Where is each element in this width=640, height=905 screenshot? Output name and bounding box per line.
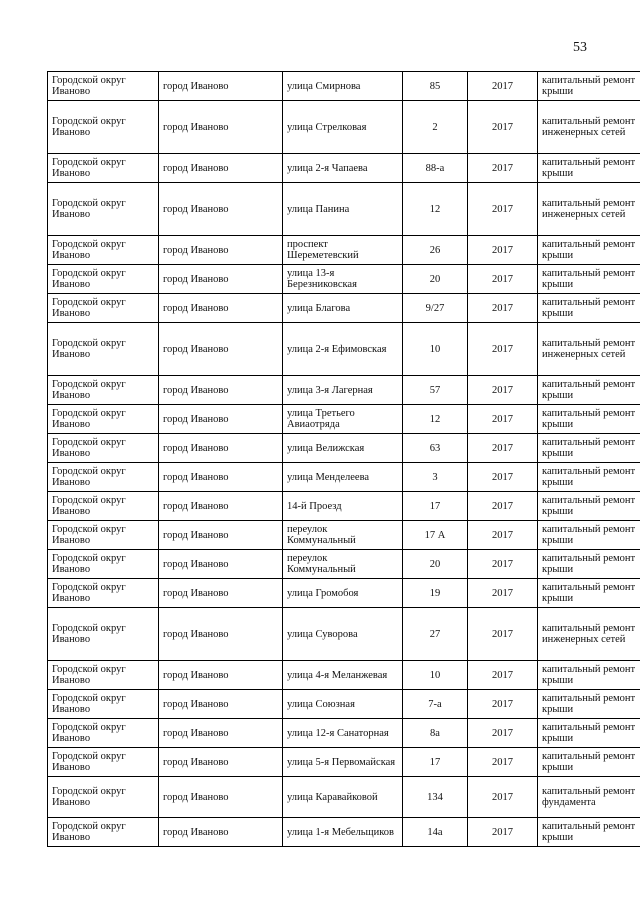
street-cell: улица Смирнова [283, 72, 403, 101]
okrug-cell: Городской округ Иваново [48, 579, 159, 608]
street-cell: улица Третьего Авиаотряда [283, 405, 403, 434]
okrug-cell: Городской округ Иваново [48, 661, 159, 690]
house-cell: 88-а [403, 154, 468, 183]
house-cell: 7-а [403, 690, 468, 719]
work-type-cell: капитальный ремонт крыши [538, 376, 640, 405]
year-cell: 2017 [468, 376, 538, 405]
okrug-cell: Городской округ Иваново [48, 777, 159, 818]
table-row [48, 579, 640, 608]
work-type-cell: капитальный ремонт фундамента [538, 777, 640, 818]
table-row [48, 690, 640, 719]
house-cell: 134 [403, 777, 468, 818]
city-cell: город Иваново [159, 72, 283, 101]
street-cell: переулок Коммунальный [283, 550, 403, 579]
house-cell: 14а [403, 818, 468, 847]
house-cell: 57 [403, 376, 468, 405]
table-row [48, 183, 640, 236]
table-row [48, 265, 640, 294]
house-cell: 20 [403, 265, 468, 294]
street-cell: улица Громобоя [283, 579, 403, 608]
work-type-cell: капитальный ремонт крыши [538, 748, 640, 777]
work-type-cell: капитальный ремонт крыши [538, 294, 640, 323]
city-cell: город Иваново [159, 376, 283, 405]
year-cell: 2017 [468, 236, 538, 265]
work-type-cell: капитальный ремонт крыши [538, 521, 640, 550]
table-row [48, 661, 640, 690]
house-cell: 17 [403, 492, 468, 521]
house-cell: 12 [403, 183, 468, 236]
street-cell: улица Каравайковой [283, 777, 403, 818]
table-row [48, 434, 640, 463]
house-cell: 63 [403, 434, 468, 463]
year-cell: 2017 [468, 405, 538, 434]
house-cell: 9/27 [403, 294, 468, 323]
year-cell: 2017 [468, 579, 538, 608]
work-type-cell: капитальный ремонт крыши [538, 72, 640, 101]
year-cell: 2017 [468, 294, 538, 323]
city-cell: город Иваново [159, 183, 283, 236]
year-cell: 2017 [468, 154, 538, 183]
work-type-cell: капитальный ремонт крыши [538, 154, 640, 183]
okrug-cell: Городской округ Иваново [48, 748, 159, 777]
street-cell: улица 5-я Первомайская [283, 748, 403, 777]
okrug-cell: Городской округ Иваново [48, 236, 159, 265]
city-cell: город Иваново [159, 294, 283, 323]
table-row [48, 550, 640, 579]
table-row [48, 492, 640, 521]
table-row [48, 294, 640, 323]
table-row [48, 376, 640, 405]
city-cell: город Иваново [159, 818, 283, 847]
okrug-cell: Городской округ Иваново [48, 376, 159, 405]
year-cell: 2017 [468, 608, 538, 661]
city-cell: город Иваново [159, 434, 283, 463]
street-cell: улица Благова [283, 294, 403, 323]
table-row [48, 463, 640, 492]
work-type-cell: капитальный ремонт инженерных сетей [538, 608, 640, 661]
table-row [48, 154, 640, 183]
city-cell: город Иваново [159, 521, 283, 550]
city-cell: город Иваново [159, 550, 283, 579]
okrug-cell: Городской округ Иваново [48, 690, 159, 719]
house-cell: 2 [403, 101, 468, 154]
year-cell: 2017 [468, 550, 538, 579]
okrug-cell: Городской округ Иваново [48, 608, 159, 661]
okrug-cell: Городской округ Иваново [48, 405, 159, 434]
year-cell: 2017 [468, 719, 538, 748]
year-cell: 2017 [468, 690, 538, 719]
year-cell: 2017 [468, 492, 538, 521]
table-row [48, 405, 640, 434]
table-row [48, 719, 640, 748]
okrug-cell: Городской округ Иваново [48, 719, 159, 748]
year-cell: 2017 [468, 72, 538, 101]
street-cell: улица 1-я Мебельщиков [283, 818, 403, 847]
table-row [48, 748, 640, 777]
city-cell: город Иваново [159, 154, 283, 183]
work-type-cell: капитальный ремонт крыши [538, 719, 640, 748]
house-cell: 27 [403, 608, 468, 661]
okrug-cell: Городской округ Иваново [48, 101, 159, 154]
work-type-cell: капитальный ремонт крыши [538, 550, 640, 579]
work-type-cell: капитальный ремонт крыши [538, 492, 640, 521]
table-row [48, 72, 640, 101]
city-cell: город Иваново [159, 748, 283, 777]
okrug-cell: Городской округ Иваново [48, 463, 159, 492]
street-cell: улица Велижская [283, 434, 403, 463]
house-cell: 8а [403, 719, 468, 748]
street-cell: улица 13-я Березниковская [283, 265, 403, 294]
year-cell: 2017 [468, 777, 538, 818]
street-cell: улица Менделеева [283, 463, 403, 492]
year-cell: 2017 [468, 323, 538, 376]
table-body [48, 72, 640, 847]
street-cell: улица 12-я Санаторная [283, 719, 403, 748]
house-cell: 26 [403, 236, 468, 265]
table-row [48, 818, 640, 847]
okrug-cell: Городской округ Иваново [48, 183, 159, 236]
street-cell: 14-й Проезд [283, 492, 403, 521]
page-number: 53 [573, 40, 587, 55]
work-type-cell: капитальный ремонт инженерных сетей [538, 101, 640, 154]
year-cell: 2017 [468, 463, 538, 492]
okrug-cell: Городской округ Иваново [48, 818, 159, 847]
okrug-cell: Городской округ Иваново [48, 550, 159, 579]
house-cell: 3 [403, 463, 468, 492]
city-cell: город Иваново [159, 405, 283, 434]
work-type-cell: капитальный ремонт инженерных сетей [538, 183, 640, 236]
house-cell: 12 [403, 405, 468, 434]
house-cell: 10 [403, 661, 468, 690]
city-cell: город Иваново [159, 323, 283, 376]
table-row [48, 521, 640, 550]
table-row [48, 608, 640, 661]
okrug-cell: Городской округ Иваново [48, 265, 159, 294]
year-cell: 2017 [468, 748, 538, 777]
street-cell: улица 2-я Ефимовская [283, 323, 403, 376]
work-type-cell: капитальный ремонт крыши [538, 661, 640, 690]
work-type-cell: капитальный ремонт крыши [538, 405, 640, 434]
year-cell: 2017 [468, 521, 538, 550]
street-cell: улица Стрелковая [283, 101, 403, 154]
house-cell: 17 [403, 748, 468, 777]
city-cell: город Иваново [159, 661, 283, 690]
work-type-cell: капитальный ремонт крыши [538, 579, 640, 608]
city-cell: город Иваново [159, 492, 283, 521]
okrug-cell: Городской округ Иваново [48, 323, 159, 376]
city-cell: город Иваново [159, 608, 283, 661]
street-cell: проспект Шереметевский [283, 236, 403, 265]
city-cell: город Иваново [159, 101, 283, 154]
work-type-cell: капитальный ремонт крыши [538, 265, 640, 294]
work-type-cell: капитальный ремонт крыши [538, 463, 640, 492]
okrug-cell: Городской округ Иваново [48, 294, 159, 323]
city-cell: город Иваново [159, 719, 283, 748]
okrug-cell: Городской округ Иваново [48, 434, 159, 463]
table-row [48, 777, 640, 818]
repair-schedule-table [47, 71, 640, 847]
table-row [48, 323, 640, 376]
year-cell: 2017 [468, 818, 538, 847]
house-cell: 17 А [403, 521, 468, 550]
city-cell: город Иваново [159, 579, 283, 608]
city-cell: город Иваново [159, 236, 283, 265]
table-row [48, 101, 640, 154]
house-cell: 10 [403, 323, 468, 376]
work-type-cell: капитальный ремонт крыши [538, 690, 640, 719]
house-cell: 85 [403, 72, 468, 101]
okrug-cell: Городской округ Иваново [48, 154, 159, 183]
year-cell: 2017 [468, 101, 538, 154]
year-cell: 2017 [468, 265, 538, 294]
work-type-cell: капитальный ремонт крыши [538, 236, 640, 265]
okrug-cell: Городской округ Иваново [48, 521, 159, 550]
city-cell: город Иваново [159, 265, 283, 294]
street-cell: улица Панина [283, 183, 403, 236]
year-cell: 2017 [468, 183, 538, 236]
street-cell: улица 3-я Лагерная [283, 376, 403, 405]
street-cell: переулок Коммунальный [283, 521, 403, 550]
city-cell: город Иваново [159, 777, 283, 818]
year-cell: 2017 [468, 661, 538, 690]
house-cell: 19 [403, 579, 468, 608]
city-cell: город Иваново [159, 690, 283, 719]
work-type-cell: капитальный ремонт крыши [538, 818, 640, 847]
work-type-cell: капитальный ремонт инженерных сетей [538, 323, 640, 376]
street-cell: улица 2-я Чапаева [283, 154, 403, 183]
table-row [48, 236, 640, 265]
work-type-cell: капитальный ремонт крыши [538, 434, 640, 463]
street-cell: улица 4-я Меланжевая [283, 661, 403, 690]
house-cell: 20 [403, 550, 468, 579]
city-cell: город Иваново [159, 463, 283, 492]
street-cell: улица Союзная [283, 690, 403, 719]
year-cell: 2017 [468, 434, 538, 463]
okrug-cell: Городской округ Иваново [48, 492, 159, 521]
okrug-cell: Городской округ Иваново [48, 72, 159, 101]
street-cell: улица Суворова [283, 608, 403, 661]
